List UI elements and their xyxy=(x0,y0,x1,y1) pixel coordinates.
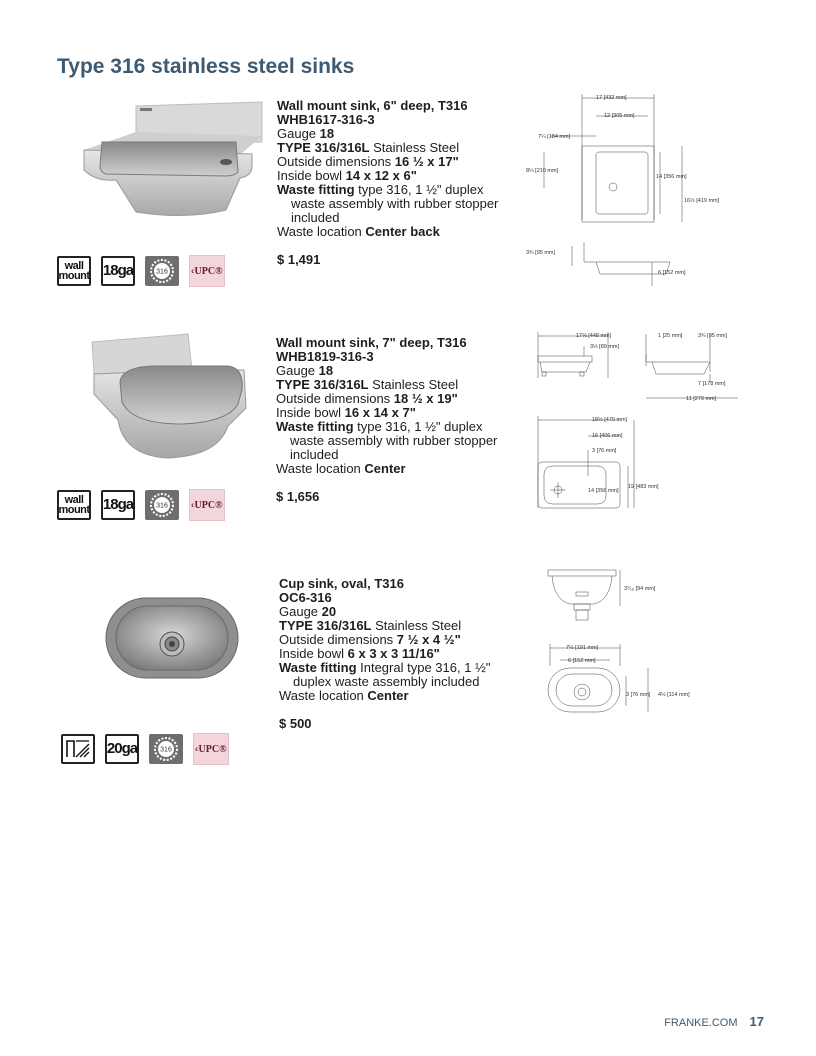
product-spec xyxy=(277,99,498,267)
dim-label: 11 [279 mm] xyxy=(686,396,717,402)
product-name: Wall mount sink, 7" deep, T316 xyxy=(276,335,467,350)
spec-outside: Outside dimensions 16 ½ x 17" xyxy=(277,154,459,169)
spec-bowl: Inside bowl 6 x 3 x 3 11/16" xyxy=(279,646,440,661)
spec-type: TYPE 316/316L Stainless Steel xyxy=(279,618,462,633)
product-model: WHB1819-316-3 xyxy=(276,349,374,364)
material-316-badge xyxy=(149,734,183,764)
dim-label: 17 [432 mm] xyxy=(596,95,627,101)
wall-mount-badge: wall mount xyxy=(57,256,91,286)
dimension-drawing xyxy=(520,90,740,290)
product-spec xyxy=(279,577,491,731)
dim-label: 16½ [419 mm] xyxy=(684,198,720,204)
spec-waste-location: Waste location Center xyxy=(279,688,409,703)
dim-label: 16 [406 mm] xyxy=(592,433,623,439)
spec-waste-fitting: Waste fitting type 316, 1 ½" duplex xyxy=(276,419,483,434)
dim-label: 6 [152 mm] xyxy=(658,270,686,276)
gauge-badge: 18ga xyxy=(101,256,135,286)
product-model: WHB1617-316-3 xyxy=(277,112,375,127)
gauge-badge: 20ga xyxy=(105,734,139,764)
product-spec xyxy=(276,336,497,504)
dim-label: 1 [25 mm] xyxy=(658,333,683,339)
material-316-badge xyxy=(145,256,179,286)
dim-label: 8¼ [210 mm] xyxy=(526,168,559,174)
dim-label: 3½ [89 mm] xyxy=(590,344,620,350)
spec-bowl: Inside bowl 16 x 14 x 7" xyxy=(276,405,416,420)
page-title: Type 316 stainless steel sinks xyxy=(57,55,355,78)
upc-cert-badge: c UPC® xyxy=(189,489,225,521)
product-photo-cup-sink xyxy=(104,596,240,682)
dim-label: 17⅝ [448 mm] xyxy=(576,333,612,339)
product-model: OC6-316 xyxy=(279,590,332,605)
spec-gauge: Gauge 20 xyxy=(279,604,337,619)
product-photo-wall-sink-6in xyxy=(76,98,266,220)
wall-mount-badge: wall mount xyxy=(57,490,91,520)
badge-row xyxy=(61,733,229,765)
footer-site[interactable]: FRANKE.COM xyxy=(664,1017,738,1029)
spec-waste-fitting: Waste fitting Integral type 316, 1 ½" xyxy=(279,660,491,675)
gauge-badge: 18ga xyxy=(101,490,135,520)
countertop-mount-badge xyxy=(61,734,95,764)
spec-type: TYPE 316/316L Stainless Steel xyxy=(277,140,460,155)
product-price: $ 500 xyxy=(279,716,312,731)
dim-label: 6 [152 mm] xyxy=(568,658,596,664)
gear-icon xyxy=(147,256,177,286)
spec-outside: Outside dimensions 18 ½ x 19" xyxy=(276,391,458,406)
dim-label: 3 [76 mm] xyxy=(626,692,651,698)
gear-icon xyxy=(147,490,177,520)
spec-gauge: Gauge 18 xyxy=(277,126,335,141)
dim-label: 14 [356 mm] xyxy=(656,174,687,180)
spec-waste-fitting-cont: waste assembly with rubber stopper xyxy=(291,196,499,211)
spec-type: TYPE 316/316L Stainless Steel xyxy=(276,377,459,392)
dim-label: 3¾ [95 mm] xyxy=(698,333,728,339)
dim-label: 18½ [470 mm] xyxy=(592,417,628,423)
material-316-badge xyxy=(145,490,179,520)
dim-label: 7¼ [184 mm] xyxy=(538,134,571,140)
product-price: $ 1,491 xyxy=(277,252,321,267)
page-number: 17 xyxy=(749,1014,764,1029)
svg-text:316: 316 xyxy=(156,268,168,276)
dim-label: 3⁷⁄₁₆ [94 mm] xyxy=(624,586,656,592)
upc-cert-badge: c UPC® xyxy=(189,255,225,287)
spec-waste-fitting-cont: included xyxy=(291,210,340,225)
dim-label: 7 [178 mm] xyxy=(698,381,726,387)
spec-waste-fitting: Waste fitting type 316, 1 ½" duplex xyxy=(277,182,484,197)
drop-in-mount-icon xyxy=(64,737,92,761)
dim-label: 4½ [114 mm] xyxy=(658,692,690,698)
dim-label: 19 [483 mm] xyxy=(628,484,659,490)
dim-label: 14 [356 mm] xyxy=(588,488,619,494)
dim-label: 3¾ [95 mm] xyxy=(526,250,556,256)
spec-bowl: Inside bowl 14 x 12 x 6" xyxy=(277,168,417,183)
product-price: $ 1,656 xyxy=(276,489,320,504)
svg-text:316: 316 xyxy=(156,502,168,510)
badge-row xyxy=(57,255,225,287)
spec-outside: Outside dimensions 7 ½ x 4 ½" xyxy=(279,632,461,647)
spec-gauge: Gauge 18 xyxy=(276,363,334,378)
spec-waste-location: Waste location Center back xyxy=(277,224,440,239)
dim-label: 7½ [191 mm] xyxy=(566,645,599,651)
spec-waste-fitting-cont: included xyxy=(290,447,339,462)
product-photo-wall-sink-7in xyxy=(88,330,248,460)
spec-waste-location: Waste location Center xyxy=(276,461,406,476)
dimension-drawing xyxy=(528,326,748,516)
product-name: Cup sink, oval, T316 xyxy=(279,576,404,591)
page-footer xyxy=(664,1014,764,1029)
upc-cert-badge: c UPC® xyxy=(193,733,229,765)
badge-row xyxy=(57,489,225,521)
dim-label: 3 [76 mm] xyxy=(592,448,617,454)
svg-text:316: 316 xyxy=(160,746,172,754)
dimension-drawing xyxy=(540,566,700,726)
product-name: Wall mount sink, 6" deep, T316 xyxy=(277,98,468,113)
spec-waste-fitting-cont: waste assembly with rubber stopper xyxy=(290,433,498,448)
gear-icon xyxy=(151,734,181,764)
dim-label: 12 [305 mm] xyxy=(604,113,635,119)
spec-waste-fitting-cont: duplex waste assembly included xyxy=(293,674,480,689)
